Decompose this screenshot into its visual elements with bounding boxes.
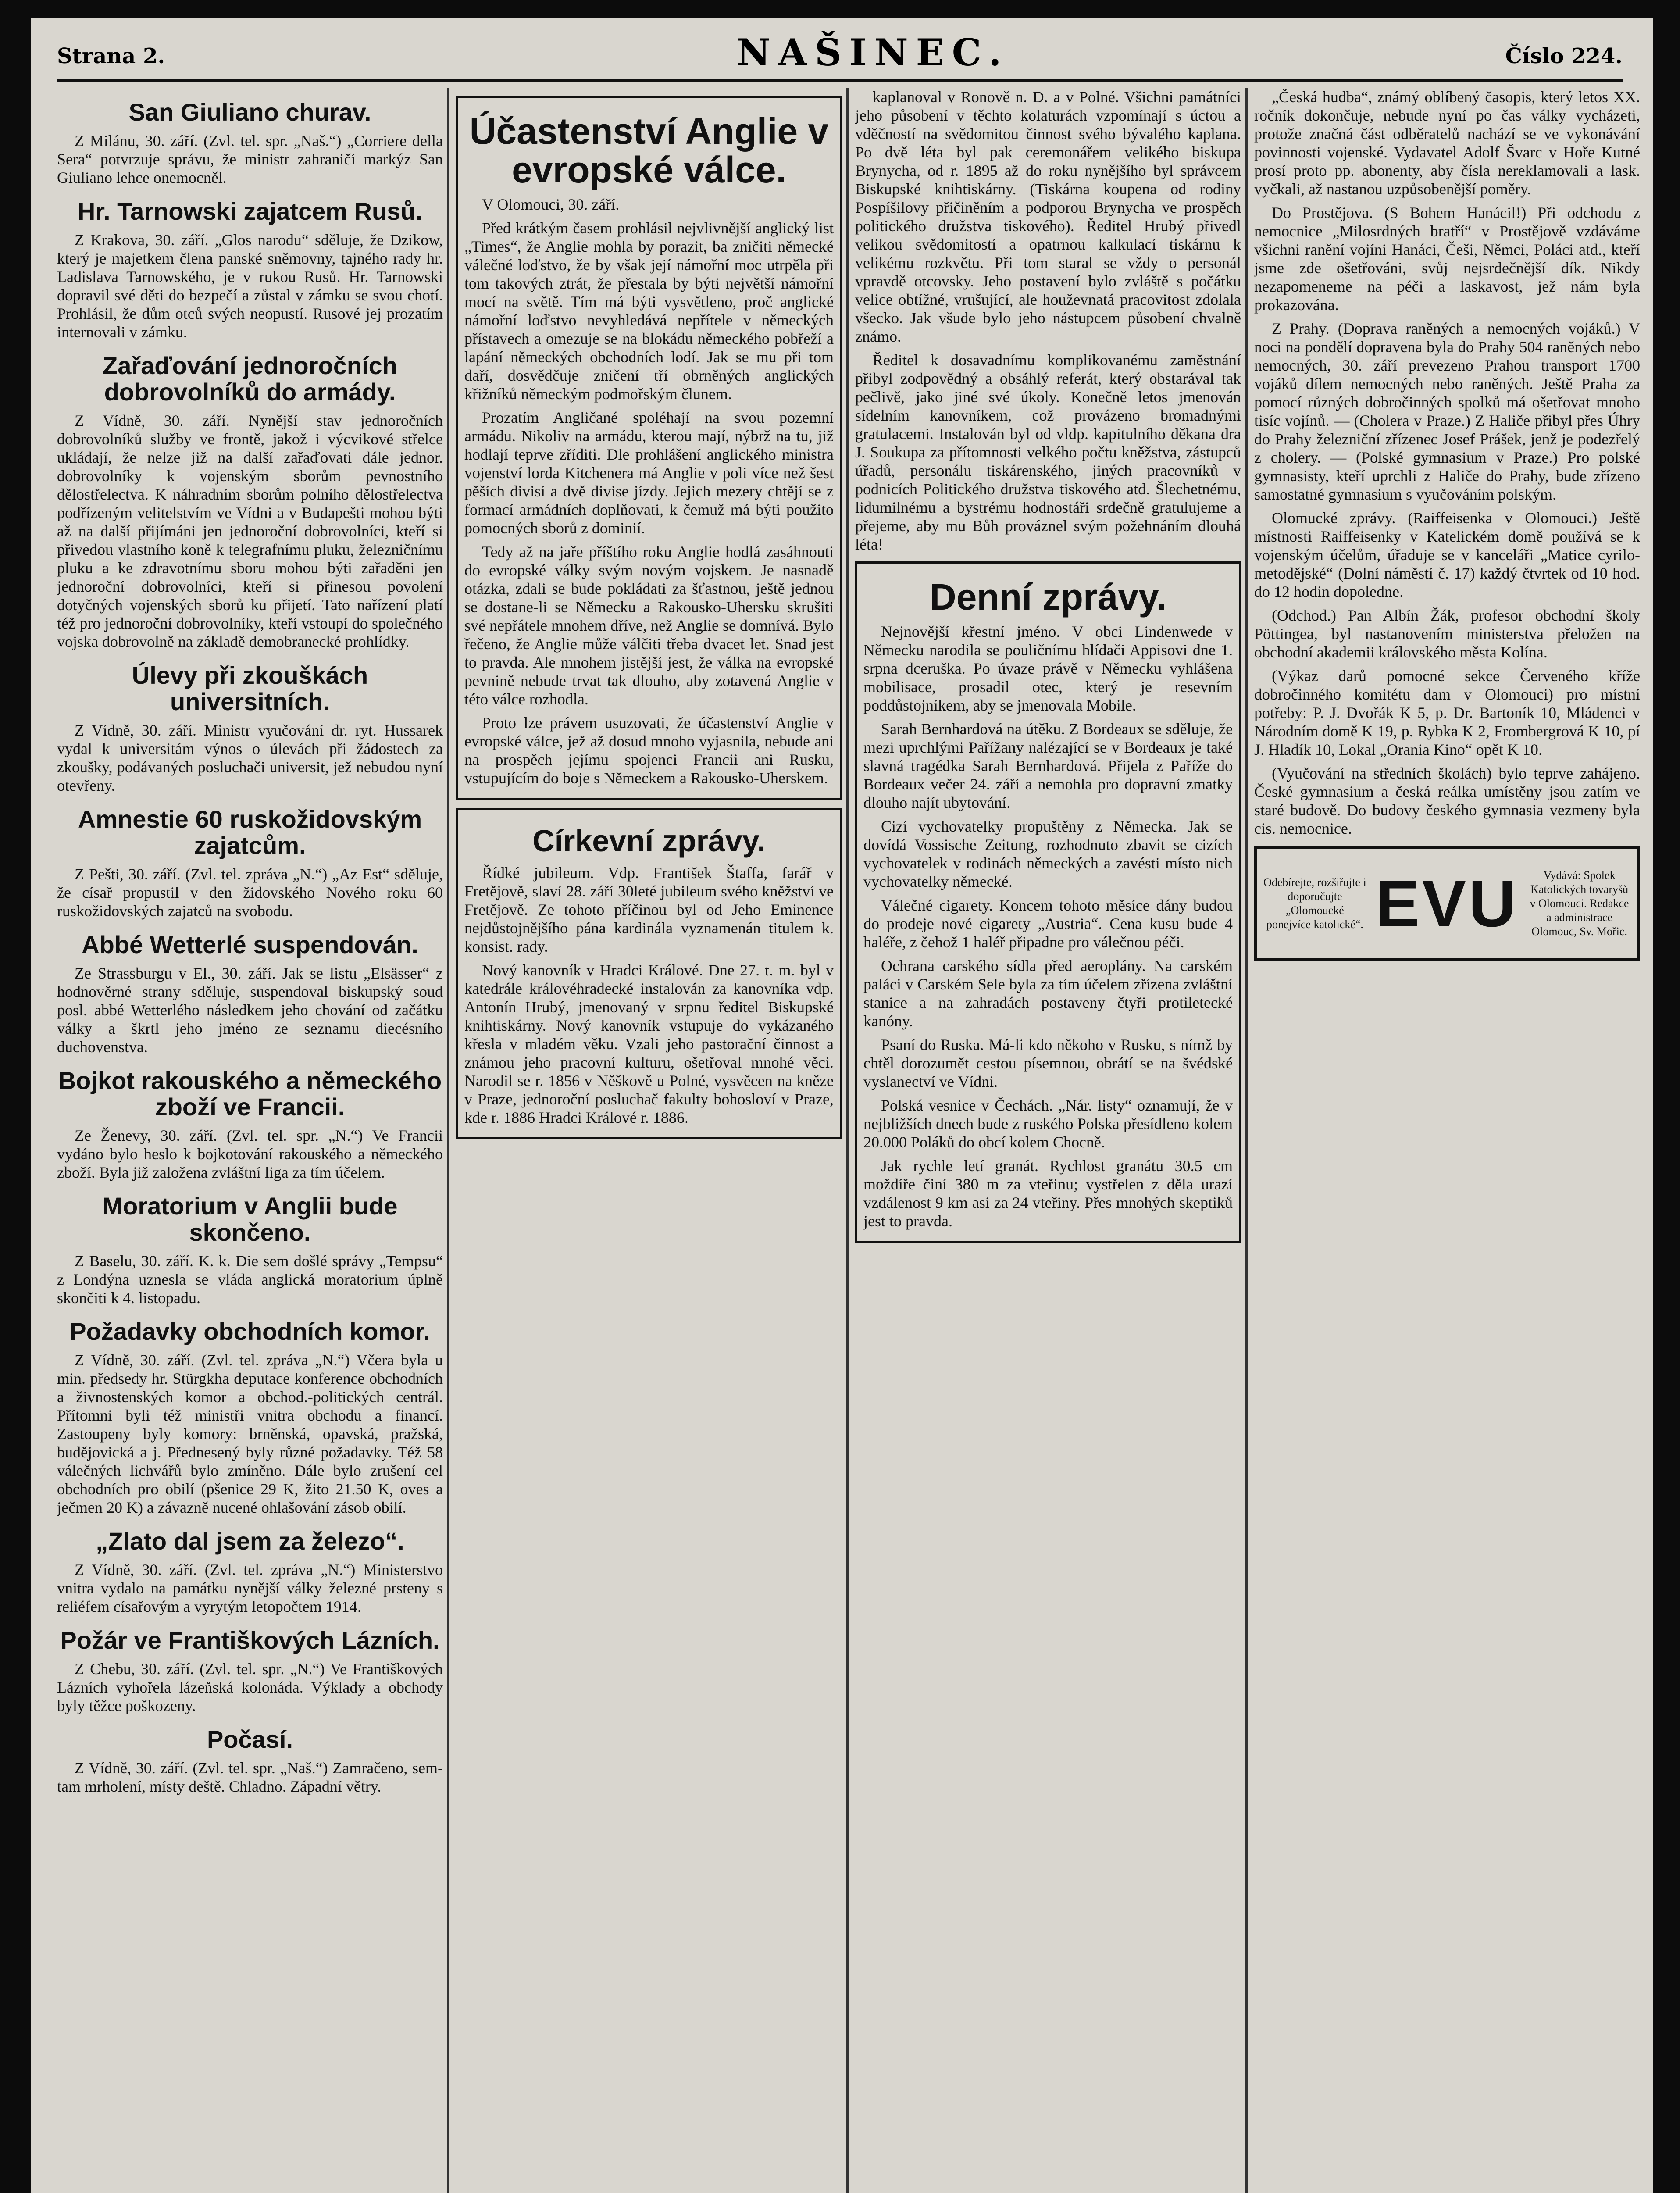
headline-box	[456, 96, 842, 800]
article-paragraph: Z Baselu, 30. září. K. k. Die sem došlé správy „Tempsu“ z Londýna uznesla se vláda anglická moratorium úplně skončiti k 4. listopadu.	[57, 1252, 443, 1307]
article	[57, 1318, 443, 1517]
article-headline: Účastenství Anglie v evropské válce.	[469, 111, 829, 190]
article-paragraph: V Olomouci, 30. září.	[482, 196, 620, 213]
article-paragraph: Válečné cigarety. Koncem tohoto měsíce dány budou do prodeje nové cigarety „Austria“. Cena kusu bude 4 haléře, z čehož 1 haléř připadne pro válečnou péči.	[863, 896, 1233, 951]
article	[456, 96, 842, 800]
article-headline: Moratorium v Anglii bude skončeno.	[102, 1192, 398, 1246]
article-headline: Bojkot rakouského a německého zboží ve Francii.	[58, 1067, 442, 1121]
article-paragraph: Z Vídně, 30. září. Nynější stav jednoročních dobrovolníků služby ve frontě, jakož i výcvikové střelce ukládají, že nelze již na další zařaďovati dále jednor. dobrovolníky k vojenským sborům pevnostního dělostřelectva. K náhradním sborům polního dělostřelectva podřízeným velitelstvím ve Vídni a v Budapešti mohou býti až na další přijímáni jen jednoroční dobrovolníci, kteří si přivedou vlastního koně k telegrafnímu pluku, železničnímu pluku a ke zdravotnímu sboru mohou býti zařaděni jen jednoroční dobrovolníci, kteří si přinesou povolení dotyčných vojenských sborů ku přijetí. Tato nařízení platí též pro jednoroční dobrovolníky, kteří vstoupí do společného vojska dobrovolně na základě demobranecké prohlídky.	[57, 412, 443, 650]
article-paragraph: Ředitel k dosavadnímu komplikovanému zaměstnání přibyl zodpovědný a obsáhlý referát, který obstarával tak pečlivě, jako jiné své úkoly. Konečně letos jmenován sídelním kanovníkem, což provázeno bromadnými gratulacemi. Instalován byl od vldp. kapitulního děkana dra J. Soukupa za přítomnosti velkého počtu kněžstva, zástupců úřadů, personálu tiskárenského, jiných pracovníků v podnicích Politického družstva tiskového atd. Šlechetnému, lidumilnému a bystrému hodnostáři srdečně gratulujeme a přejeme, aby mu Bůh prováznel svým požehnáním dlouhá léta!	[855, 351, 1241, 553]
article-paragraph: Nejnovější křestní jméno. V obci Lindenwede v Německu narodila se pouličnímu hlídači Appisovi dne 1. srpna dceruška. Po úvaze právě v Německu vyhlášena mobilisace, prosadil otec, který je resevním poddůstojníkem, aby se jmenovala Mobile.	[863, 623, 1233, 714]
advertisement	[1254, 846, 1640, 961]
issue-number: Číslo 224.	[1505, 44, 1623, 68]
article-paragraph: „Česká hudba“, známý oblíbený časopis, který letos XX. ročník dokončuje, nebude nyní po čas války vycházeti, protože značná část odběratelů nachází se ve vykonávání povinnosti vojenské. Vydavatel Adolf Švarc v Hoře Kutné prosí proto pp. abonenty, aby čísla nereklamovali a lask. vyčkali, až nastanou uzpůsobenější poměry.	[1254, 88, 1640, 198]
article-paragraph: Nový kanovník v Hradci Králové. Dne 27. t. m. byl v katedrále královéhradecké instalován za kanovníka vdp. Antonín Hrubý, jmenovaný v srpnu ředitel Biskupské knihtiskárny. Nový kanovník vstupuje do vykázaného křesla v mladém věku. Vzali jeho pastorační činnost a známou jeho pracovní kulturu, ošetřoval mnohé věci. Narodil se r. 1856 v Něškově u Polné, vysvěcen na kněze v Praze, jednoroční posluchač fakulty bohosloví v Praze, kde r. 1886 Hradci Králové r. 1886.	[464, 961, 834, 1126]
article-paragraph: Prozatím Angličané spoléhají na svou pozemní armádu. Nikoliv na armádu, kterou mají, nýbrž na tu, již hodlají teprve zříditi. Dle prohlášení anglického ministra vojenství lorda Kitchenera má Anglie v poli více než šest pěších divisí a dvě divise jízdy. Jejich mezery chtějí se z formací armádních doplňovati, k čemuž má býti použito pomocných sborů z dominií.	[464, 409, 834, 537]
article-paragraph: Sarah Bernhardová na útěku. Z Bordeaux se sděluje, že mezi uprchlými Pařížany nalézající se v Bordeaux je také slavná tragédka Sarah Bernhardová. Přijela z Paříže do Bordeaux večer 24. září a nemohla pro dopravní zmatky dlouho najít ubytování.	[863, 720, 1233, 811]
article-headline: Církevní zprávy.	[532, 824, 766, 858]
article-paragraph: Do Prostějova. (S Bohem Hanácil!) Při odchodu z nemocnice „Milosrdných bratří“ v Prostějově vzdáváme všichni ranění vojíni Hanáci, Češi, Němci, Poláci atd., kteří jsme zde ošetřováni, svůj nejsrdečnější dík. Nikdy nezapomeneme na péči a laskavost, jež nám byla prokazována.	[1254, 204, 1640, 314]
article-paragraph: Z Milánu, 30. září. (Zvl. tel. spr. „Naš.“) „Corriere della Sera“ potvrzuje správu, že ministr zahraničí markýz San Giuliano lehce onemocněl.	[57, 132, 443, 186]
article	[57, 353, 443, 651]
article-paragraph: Z Vídně, 30. září. Ministr vyučování dr. ryt. Hussarek vydal k universitám výnos o úlevách při žádostech za zkoušky, podávaných posluchači universit, jež nebudou nyní otevřeny.	[57, 721, 443, 794]
article-paragraph: Ze Ženevy, 30. září. (Zvl. tel. spr. „N.“) Ve Francii vydáno bylo heslo k bojkotování rakouského a německého zboží. Byla již založena zvláštní liga za tím účelem.	[57, 1127, 443, 1181]
article-paragraph: Z Prahy. (Doprava raněných a nemocných vojáků.) V noci na pondělí dopravena byla do Prahy 504 raněných nebo nemocných, 30. září prevezeno Prahou transport 1700 vojáků dílem nemocných nebo raněných. Ještě Praha za pomocí různých dobročinných spolků má ošetřovat mnoho tisíc vojínů. — (Cholera v Praze.) Z Haliče přibyl přes Úhry do Prahy železniční zřízenec Josef Prášek, jenž je podezřelý z cholery. — (Polské gymnasium v Praze.) Pro polské gymnasisty, kteří uprchli z Haliče do Prahy, bude zřízeno samostatné gymnasium s vyučováním polským.	[1254, 320, 1640, 503]
article-paragraph: Ochrana carského sídla před aeroplány. Na carském paláci v Carském Sele byla za tím účelem zřízena zvláštní stanice a na zahradách postaveny čtyři protiletecké kanóny.	[863, 957, 1233, 1030]
column-rule	[1245, 88, 1248, 2193]
article-headline: Úlevy při zkouškách universitních.	[132, 661, 368, 715]
article-headline: Amnestie 60 ruskožidovským zajatcům.	[78, 805, 422, 859]
article	[57, 1627, 443, 1715]
article	[57, 1068, 443, 1182]
ad-logo: EVU	[1375, 867, 1519, 940]
article	[456, 808, 842, 1139]
ad-left-text: Odebírejte, rozšiřujte i doporučujte „Olomoucké ponejvíce katolické“.	[1263, 876, 1366, 931]
article-paragraph: kaplanoval v Ronově n. D. a v Polné. Všichni památníci jeho působení v těchto kolaturách vzpomínají s úctou a vděčností na svědomitou činnost svého bývalého kaplana. Po dvě léta byl pak ceremonářem velikého biskupa Brynycha, od r. 1895 až do roku nynějšího byl správcem Biskupské knihtiskárny. (Tiskárna koupena od rodiny Pospíšilovy přičiněním a podporou Brynycha ve prospěch politického družstva tiskového). Ředitel Hrubý přivedl velikou svědomitostí a opatrnou kalkulací tiskárnu k velikému rozkvětu. Při tom staral se vždy o personál vpravdě otcovsky. Jeho postavení bylo zvláště s počátku velice obtížné, vrušující, ale houževnatá pracovitost zdolala všecko. Jak všude bylo jeho nástupcem působení chvalně známo.	[855, 88, 1241, 345]
article	[1254, 88, 1640, 198]
newspaper-page	[31, 18, 1653, 2193]
article-paragraph: (Vyučování na středních školách) bylo teprve zahájeno. České gymnasium a česká reálka umístěny jsou zatím ve staré budově. Do budovy českého gymnasia vezmeny byla cis. nemocnice.	[1254, 764, 1640, 837]
article-paragraph: Proto lze právem usuzovati, že účastenství Anglie v evropské válce, jež až dosud mnoho vyjasnila, nebude ani na prospěch jejímu spojenci Francii ani Rusku, vstupujícím do boje s Německem a Rakousko-Uherskem.	[464, 714, 834, 787]
article-paragraph: (Výkaz darů pomocné sekce Červeného kříže dobročinného komitétu dam v Olomouci) pro místní potřeby: P. J. Dvořák K 5, p. Dr. Bartoník 10, Mládenci v Národním domě K 19, p. Rybka K 2, Frombergrová K 10, pí J. Hladík 10, Lokal „Orania Kino“ opět K 10.	[1254, 667, 1640, 758]
ad-right-text: Vydává: Spolek Katolických tovaryšů v Olomouci. Redakce a administrace Olomouc, Sv. Mořic.	[1530, 869, 1629, 938]
headline-box	[456, 808, 842, 1139]
article-paragraph: Z Vídně, 30. září. (Zvl. tel. zpráva „N.“) Včera byla u min. předsedy hr. Stürgkha deputace konference obchodních a živnostenských komor a obchod.-politických centrál. Přítomni byli též ministři vnitra obchodu a financí. Zastoupeny byly komory: brněnská, opavská, pražská, budějovická a j. Přednesený byly různé požadavky. Též 58 válečných lichvářů bylo zmíněno. Dále bylo zrušení cel obchodních pro obilí (pšenice 29 K, žito 21.50 K, oves a ječmen 20 K) a závazně nucené ohlašování zásob obilí.	[57, 1351, 443, 1516]
page-number: Strana 2.	[57, 44, 165, 68]
article	[57, 806, 443, 920]
article-paragraph: Ze Strassburgu v El., 30. září. Jak se listu „Elsässer“ z hodnověrné strany sděluje, suspendoval biskupský soud posl. abbé Wetterlého následkem jeho chování od začátku války a škrtl jeho jméno ze seznamu diecésního duchovenstva.	[57, 964, 443, 1056]
column-3	[855, 88, 1241, 2193]
article	[57, 198, 443, 341]
article-headline: Denní zprávy.	[930, 576, 1166, 618]
article-paragraph: Z Vídně, 30. září. (Zvl. tel. zpráva „N.“) Ministerstvo vnitra vydalo na památku nynější války železné prsteny s reliéfem císařovým a vyrytým letopočtem 1914.	[57, 1561, 443, 1615]
article-headline: Abbé Wetterlé suspendován.	[82, 931, 418, 958]
article-paragraph: Jak rychle letí granát. Rychlost granátu 30.5 cm moždíře činí 380 m za vteřinu; vystřelen z děla urazí vzdálenost 9 km asi za 24 vteřiny. Přes mnohých skeptiků jest to pravda.	[863, 1157, 1233, 1230]
article-headline: „Zlato dal jsem za železo“.	[96, 1527, 404, 1555]
column-rule	[846, 88, 849, 2193]
article-paragraph: Z Vídně, 30. září. (Zvl. tel. spr. „Naš.“) Zamračeno, sem-tam mrholení, místy deště. Chladno. Západní větry.	[57, 1759, 443, 1795]
article-paragraph: Řídké jubileum. Vdp. František Štaffa, farář v Fretějově, slaví 28. září 30leté jubileum svého kněžství ve Fretějově. Ze tohoto příčinou byl od Jeho Eminence nejdůstojnějšího pána kardinála vyznamenán titulem k. konsist. rady.	[464, 864, 834, 955]
article-headline: Požár ve Františkových Lázních.	[60, 1626, 440, 1654]
column-1	[57, 88, 443, 2193]
article-headline: San Giuliano churav.	[128, 98, 371, 126]
article-headline: Zařaďování jednoročních dobrovolníků do armády.	[103, 352, 397, 406]
article-paragraph: Tedy až na jaře příštího roku Anglie hodlá zasáhnouti do evropské války svým novým vojskem. Je nasnadě otázka, zdali se bude pokládati za šťastnou, ještě jednou se dostane-li se Německu a Rakousko-Uhersku skrušiti své nepřátele mnohem dříve, než Anglie se domnívá. Bylo řečeno, že Anglie může válčiti třeba dvacet let. Snad jest to pravda. Ale mnohem jistější jest, že válka na evropské pevnině nebude trvat tak dlouho, aby zotavená Anglie v této válce rozhodla.	[464, 543, 834, 708]
article-paragraph: Z Krakova, 30. září. „Glos narodu“ sděluje, že Dzikow, který je majetkem člena panské sněmovny, tajného rady hr. Ladislava Tarnowského, je v rukou Rusů. Hr. Tarnowski dopravil své děti do bezpečí a zůstal v zámku se svou chotí. Prohlásil, že dům otců svých neopustí. Rusové jej prozatím internovali v zámku.	[57, 231, 443, 341]
article-paragraph: Z Chebu, 30. září. (Zvl. tel. spr. „N.“) Ve Františkových Lázních vyhořela lázeňská kolonáda. Výklady a obchody byly těžce poškozeny.	[57, 1660, 443, 1714]
page-header	[57, 31, 1623, 82]
article	[57, 1528, 443, 1616]
headline-box	[855, 561, 1241, 1243]
article	[1254, 509, 1640, 838]
article-headline: Počasí.	[207, 1725, 293, 1753]
column-2	[456, 88, 842, 2193]
article	[57, 662, 443, 795]
article-paragraph: Olomucké zprávy. (Raiffeisenka v Olomouci.) Ještě místnosti Raiffeisenky v Katelickém domě používá se k vojenským účelům, úřaduje se v kanceláři „Matice cyrilo-metodějské“ (Dolní náměstí č. 17) každý čtvrtek od 10 hod. do 12 hodin dopoledne.	[1254, 509, 1640, 600]
article-headline: Požadavky obchodních komor.	[70, 1318, 430, 1345]
article	[57, 1193, 443, 1307]
article-headline: Hr. Tarnowski zajatcem Rusů.	[77, 197, 423, 225]
article-paragraph: Cizí vychovatelky propuštěny z Německa. Jak se dovídá Vossische Zeitung, rozhodnuto zbavit se cizích vychovatelek v rodinách německých a zavésti místo nich vychovatelky německé.	[863, 818, 1233, 890]
article	[1254, 319, 1640, 504]
article-paragraph: (Odchod.) Pan Albín Žák, profesor obchodní školy Pöttingea, byl nastanovením ministerstva přeložen na obchodní akademii královského města Kolína.	[1254, 607, 1640, 661]
article-paragraph: Psaní do Ruska. Má-li kdo někoho v Rusku, s nímž by chtěl dorozumět cestou písemnou, obrátí se na švédské vyslanectví ve Vídni.	[863, 1036, 1233, 1090]
article	[855, 88, 1241, 554]
masthead: NAŠINEC.	[737, 31, 1009, 74]
article-paragraph: Polská vesnice v Čechách. „Nár. listy“ oznamují, že v nejbližších dnech bude z ruského Polska přesídleno kolem 20.000 Poláků do obcí kolem Chocně.	[863, 1096, 1233, 1151]
column-rule	[447, 88, 449, 2193]
article-paragraph: Z Pešti, 30. září. (Zvl. tel. zpráva „N.“) „Az Est“ sděluje, že císař propustil v den židovského Nového roku 60 ruskožidovských zajatců na svobodu.	[57, 865, 443, 920]
article	[855, 561, 1241, 1243]
article	[57, 99, 443, 187]
column-4	[1254, 88, 1640, 2193]
article	[57, 1726, 443, 1796]
article-paragraph: Před krátkým časem prohlásil nejvlivnější anglický list „Times“, že Anglie mohla by porazit, ba zničiti německé válečné loďstvo, že by však její námořní moc utrpěla při tom takových ztrát, že přestala by býti největší námořní mocí na světě. Tím má býti vysvětleno, proč anglické námořní loďstvo nevyhledává nepřítele v německých přístavech a omezuje se na blokádu německého pobřeží a lapání německých obchodních lodí. Jak se mu při tom daří, dosvědčuje zničení tří obrněných anglických křižníků německým podmořským člunem.	[464, 219, 834, 403]
article	[57, 932, 443, 1056]
article	[1254, 204, 1640, 314]
